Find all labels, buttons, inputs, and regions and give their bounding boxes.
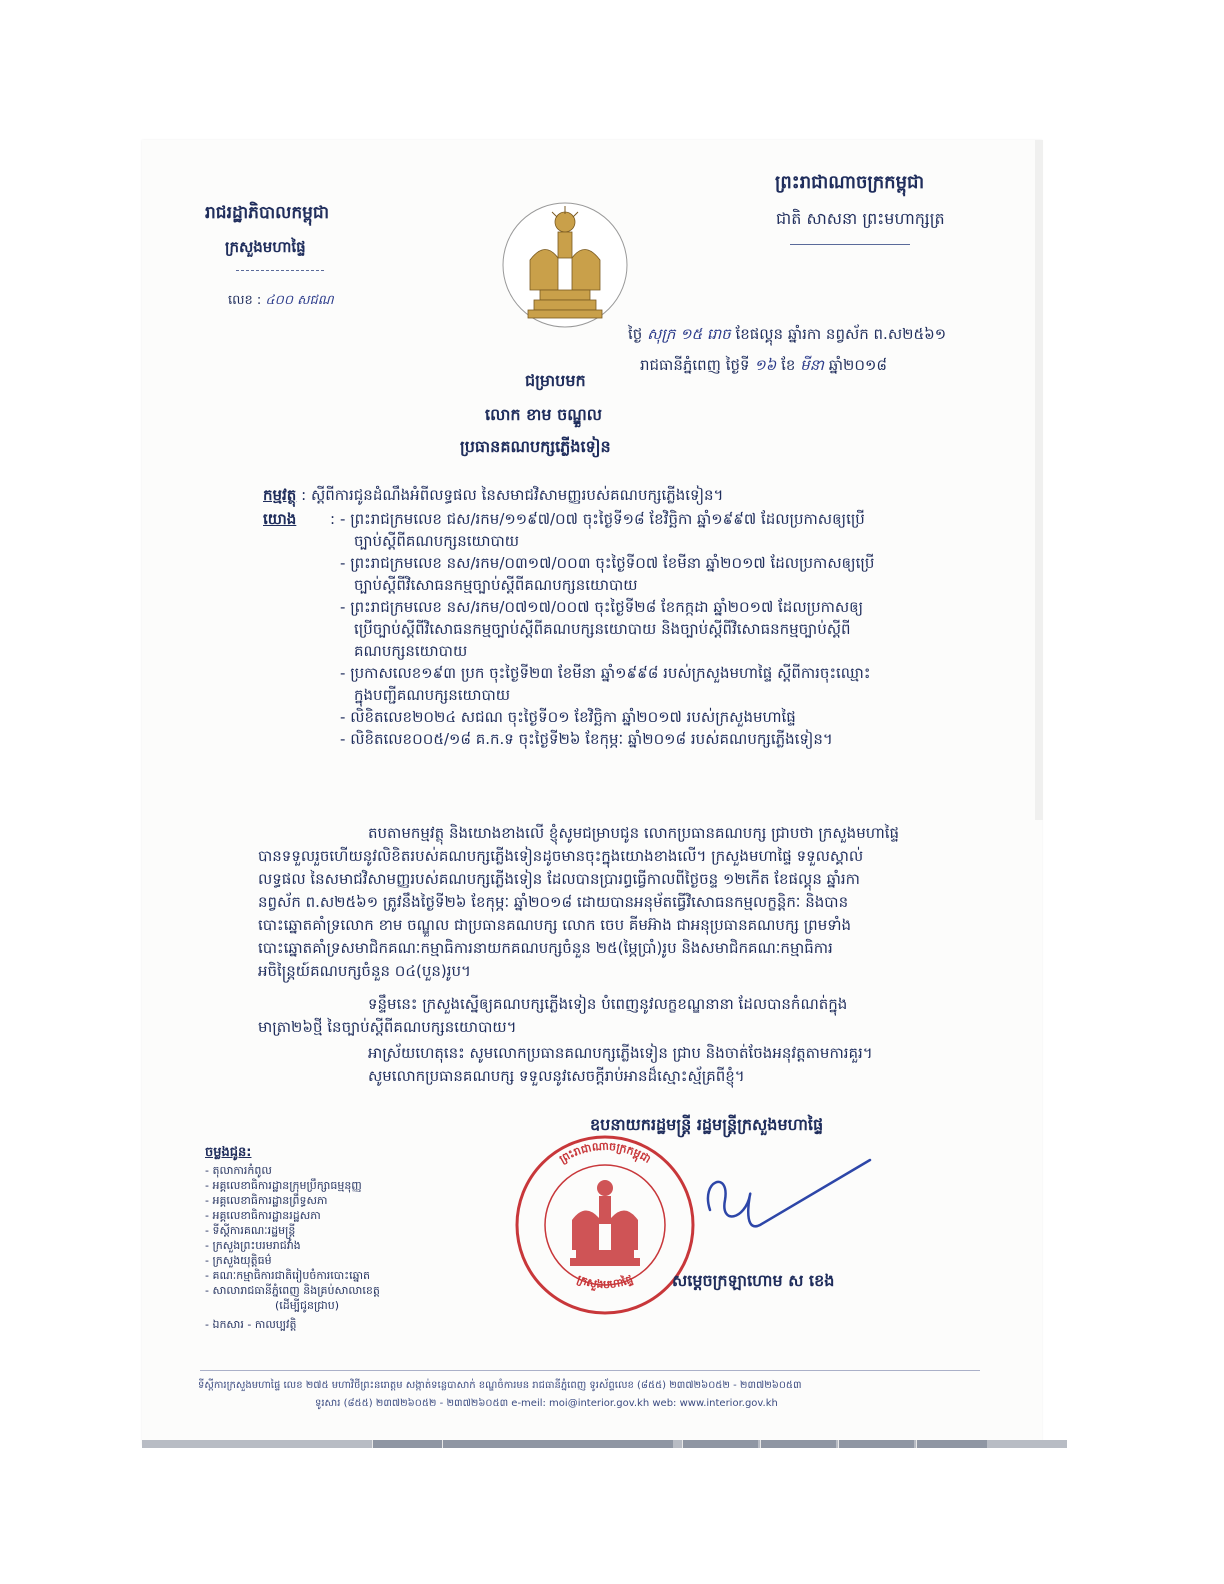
footer-address: ទីស្តីការក្រសួងមហាផ្ទៃ លេខ ២៧៥ មហាវិថីព្រះនរោត្តម សង្កាត់ទន្លេបាសាក់ ខណ្ឌចំការមន រាជធានីភ្នំពេញ ទូរស័ព្ទលេខ (៨៥៥) ២៣៧២៦០៥២ - ២៣៧២៦០៥៣ xyxy=(198,1380,802,1391)
taskbar-item[interactable] xyxy=(442,1440,673,1448)
reference-item: - ព្រះរាជក្រមលេខ នស/រកម/០៧១៧/០០៧ ចុះថ្ងៃទី២៨ ខែកក្កដា ឆ្នាំ២០១៧ ដែលប្រកាសឲ្យ xyxy=(340,598,864,616)
cc-item: - ទីស្តីការគណៈរដ្ឋមន្ត្រី xyxy=(205,1224,296,1237)
body-paragraph-1 xyxy=(258,822,998,983)
reference-item: - លិខិតលេខ២០២៤ សជណ ចុះថ្ងៃទី០១ ខែវិច្ឆិកា ឆ្នាំ២០១៧ របស់ក្រសួងមហាផ្ទៃ xyxy=(340,708,796,726)
national-motto: ជាតិ សាសនា ព្រះមហាក្សត្រ xyxy=(776,209,945,228)
subject-line: កម្មវត្ថុ : ស្តីពីការជូនដំណឹងអំពីលទ្ធផល នៃសមាជវិសាមញ្ញរបស់គណបក្សភ្លើងទៀន។ xyxy=(263,486,724,504)
cc-item: - ក្រសួងយុត្តិធម៌ xyxy=(205,1254,272,1267)
solar-date-day: ១៦ xyxy=(754,356,777,374)
body-line: សូមលោកប្រធានគណបក្ស ទទួលនូវសេចក្តីរាប់អានដ៏ស្មោះស្ម័គ្រពីខ្ញុំ។ xyxy=(368,1067,745,1085)
svg-text:ព្រះរាជាណាចក្រកម្ពុជា: ព្រះរាជាណាចក្រកម្ពុជា xyxy=(557,1139,654,1166)
body-line: លទ្ធផល នៃសមាជវិសាមញ្ញរបស់គណបក្សភ្លើងទៀន ដែលបានប្រារព្ធធ្វើកាលពីថ្ងៃចន្ទ ១២កើត ខែផល្គុន ឆ្នាំរកា xyxy=(258,870,860,888)
body-line: បោះឆ្នោតគាំទ្រលោក ខាម ចណ្ឌួល ជាប្រធានគណបក្ស លោក ចេប គីមអ៊ាង ជាអនុប្រធានគណបក្ស ព្រមទាំង xyxy=(258,916,852,934)
cc-item: - គណៈកម្មាធិការជាតិរៀបចំការបោះឆ្នោត xyxy=(205,1269,371,1282)
cc-item: - ក្រសួងព្រះបរមរាជវាំង xyxy=(205,1239,301,1252)
body-line: អចិន្ត្រៃយ៍គណបក្សចំនួន ០៤(បួន)រូប។ xyxy=(258,962,471,980)
kingdom-title: ព្រះរាជាណាចក្រកម្ពុជា xyxy=(775,172,925,193)
handwritten-signature xyxy=(690,1140,880,1250)
taskbar-item[interactable] xyxy=(682,1440,758,1448)
solar-date-month: មីនា xyxy=(800,356,824,374)
reference-label: លេខ : xyxy=(228,293,262,308)
cc-item: (ដើម្បីជូនជ្រាប) xyxy=(275,1299,340,1312)
subject-label: កម្មវត្ថុ xyxy=(263,486,297,504)
taskbar-item[interactable] xyxy=(372,1440,443,1448)
cc-item: - អគ្គលេខាធិការដ្ឋានព្រឹទ្ធសភា xyxy=(205,1194,328,1207)
cc-item: - អគ្គលេខាធិការដ្ឋានរដ្ឋសភា xyxy=(205,1209,321,1222)
taskbar-item[interactable] xyxy=(760,1440,836,1448)
body-line: អាស្រ័យហេតុនេះ សូមលោកប្រធានគណបក្សភ្លើងទៀន ជ្រាប និងចាត់ចែងអនុវត្តតាមការគួរ។ xyxy=(368,1044,873,1062)
reference-item: - លិខិតលេខ០០៥/១៨ គ.ក.ទ ចុះថ្ងៃទី២៦ ខែកុម្ភៈ ឆ្នាំ២០១៨ របស់គណបក្សភ្លើងទៀន។ xyxy=(340,730,833,748)
ministry-name: ក្រសួងមហាផ្ទៃ xyxy=(225,238,306,256)
recipient-label: ជម្រាបមក xyxy=(525,371,586,390)
cc-label: ចម្លងជូន: xyxy=(205,1145,252,1160)
solar-date-year: ឆ្នាំ២០១៨ xyxy=(828,356,887,374)
lunar-date-prefix: ថ្ងៃ xyxy=(628,325,643,343)
cc-item: - ឯកសារ - កាលប្បវត្តិ xyxy=(205,1318,297,1331)
reference-item-cont: ច្បាប់ស្តីពីគណបក្សនយោបាយ xyxy=(354,532,520,550)
ministry-ornament xyxy=(236,270,324,271)
lunar-date-line xyxy=(628,323,946,345)
body-line: បានទទួលរួចហើយនូវលិខិតរបស់គណបក្សភ្លើងទៀនដូចមានចុះក្នុងយោងខាងលើ។ ក្រសួងមហាផ្ទៃ ទទួលស្គាល់ xyxy=(258,847,864,865)
reference-number xyxy=(228,290,334,312)
cc-item: - តុលាការកំពូល xyxy=(205,1164,272,1177)
reference-item-cont: ប្រើច្បាប់ស្តីពីវិសោធនកម្មច្បាប់ស្តីពីគណបក្សនយោបាយ និងច្បាប់ស្តីពីវិសោធនកម្មច្បាប់ស្តីពី xyxy=(354,620,851,638)
lunar-date-suffix: ខែផល្គុន ឆ្នាំរកា នព្វស័ក ព.ស២៥៦១ xyxy=(735,325,947,343)
footer-divider xyxy=(200,1370,980,1371)
body-line: នព្វស័ក ព.ស២៥៦១ ត្រូវនឹងថ្ងៃទី២៦ ខែកុម្ភៈ ឆ្នាំ២០១៨ ដោយបានអនុម័តធ្វើវិសោធនកម្មលក្ខន្តិកៈ និងបាន xyxy=(258,893,849,911)
cc-item: - សាលារាជធានីភ្នំពេញ និងគ្រប់សាលាខេត្ត xyxy=(205,1284,380,1297)
royal-emblem xyxy=(500,200,630,330)
references-list xyxy=(340,508,990,750)
body-paragraph-3 xyxy=(258,1042,998,1088)
reference-item-cont: ច្បាប់ស្តីពីវិសោធនកម្មច្បាប់ស្តីពីគណបក្សនយោបាយ xyxy=(354,576,638,594)
reference-item-cont: គណបក្សនយោបាយ xyxy=(354,642,468,660)
recipient-title: ប្រធានគណបក្សភ្លើងទៀន xyxy=(460,437,611,456)
footer-contact: ទូរសារ (៨៥៥) ២៣៧២៦០៥២ - ២៣៧២៦០៥៣ e-meil: moi@interior.gov.kh web: www.interior.gov.kh xyxy=(315,1398,778,1409)
taskbar-strip xyxy=(142,1440,1067,1448)
reference-value: ៤០០ សជណ xyxy=(265,293,334,308)
lunar-date-handwritten: សុក្រ ១៥ រោច xyxy=(647,325,731,343)
signatory-title: ឧបនាយករដ្ឋមន្ត្រី រដ្ឋមន្ត្រីក្រសួងមហាផ្ទៃ xyxy=(590,1115,824,1134)
reference-item: - ព្រះរាជក្រមលេខ ជស/រកម/១១៩៧/០៧ ចុះថ្ងៃទី១៨ ខែវិច្ឆិកា ឆ្នាំ១៩៩៧ ដែលប្រកាសឲ្យប្រើ xyxy=(340,510,865,528)
reference-item: - ប្រកាសលេខ១៩៣ ប្រក ចុះថ្ងៃទី២៣ ខែមីនា ឆ្នាំ១៩៩៨ របស់ក្រសួងមហាផ្ទៃ ស្តីពីការចុះឈ្មោះ xyxy=(340,664,871,682)
body-line: មាត្រា២៦ថ្មី នៃច្បាប់ស្តីពីគណបក្សនយោបាយ។ xyxy=(258,1018,517,1036)
cc-list xyxy=(205,1163,380,1332)
page-edge xyxy=(1035,140,1043,820)
body-line: ទន្ទឹមនេះ ក្រសួងស្នើឲ្យគណបក្សភ្លើងទៀន បំពេញនូវលក្ខខណ្ឌនានា ដែលបានកំណត់ក្នុង xyxy=(368,995,848,1013)
solar-date-prefix: រាជធានីភ្នំពេញ ថ្ងៃទី xyxy=(640,356,750,374)
government-title: រាជរដ្ឋាភិបាលកម្ពុជា xyxy=(205,203,330,223)
reference-item: - ព្រះរាជក្រមលេខ នស/រកម/០៣១៧/០០៣ ចុះថ្ងៃទី០៧ ខែមីនា ឆ្នាំ២០១៧ ដែលប្រកាសឲ្យប្រើ xyxy=(340,554,875,572)
body-line: បោះឆ្នោតគាំទ្រសមាជិកគណៈកម្មាធិការនាយកគណបក្សចំនួន ២៥(ម្ភៃប្រាំ)រូប និងសមាជិកគណៈកម្មាធិការ xyxy=(258,939,833,957)
solar-date-line xyxy=(640,354,887,376)
svg-text:ក្រសួងមហាផ្ទៃ: ក្រសួងមហាផ្ទៃ xyxy=(575,1272,635,1292)
cc-item: - អគ្គលេខាធិការដ្ឋានក្រុមប្រឹក្សាធម្មនុញ្ញ xyxy=(205,1179,362,1192)
taskbar-item[interactable] xyxy=(916,1440,987,1448)
body-line: តបតាមកម្មវត្ថុ និងយោងខាងលើ ខ្ញុំសូមជម្រាបជូន លោកប្រធានគណបក្ស ជ្រាបថា ក្រសួងមហាផ្ទៃ xyxy=(368,824,900,842)
body-paragraph-2 xyxy=(258,993,998,1039)
taskbar-item[interactable] xyxy=(838,1440,914,1448)
signatory-name: សម្តេចក្រឡាហោម ស ខេង xyxy=(672,1271,835,1290)
subject-text: ស្តីពីការជូនដំណឹងអំពីលទ្ធផល នៃសមាជវិសាមញ្ញរបស់គណបក្សភ្លើងទៀន។ xyxy=(310,486,724,504)
reference-item-cont: ក្នុងបញ្ជីគណបក្សនយោបាយ xyxy=(354,686,511,704)
motto-ornament xyxy=(790,244,910,245)
recipient-name: លោក ខាម ចណ្ឌួល xyxy=(485,405,602,424)
solar-date-month-label: ខែ xyxy=(781,356,796,374)
references-colon: : xyxy=(330,510,336,528)
references-label: យោង xyxy=(263,510,297,528)
